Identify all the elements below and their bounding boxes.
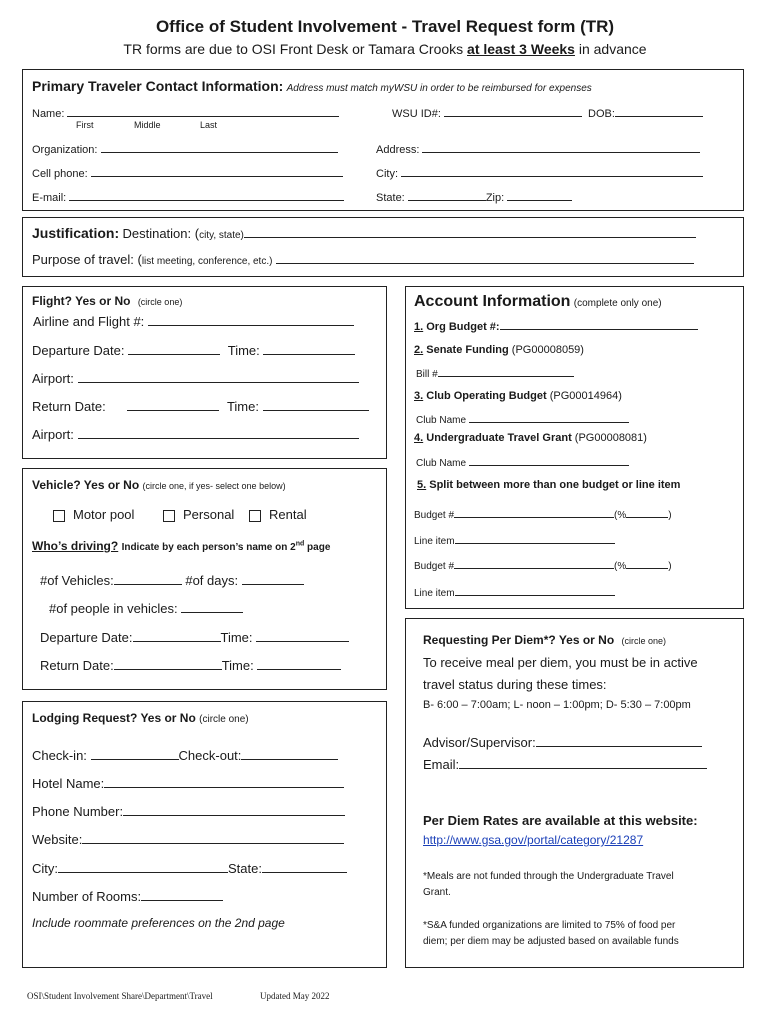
pct-open-1: (% bbox=[614, 510, 627, 521]
budget-label-2: Budget # bbox=[414, 561, 455, 572]
flight-departure-field[interactable] bbox=[128, 342, 220, 355]
contact-heading: Primary Traveler Contact Information: bbox=[32, 78, 284, 94]
flight-circle-hint: (circle one) bbox=[137, 297, 183, 307]
vehicle-departure-label: Departure Date: bbox=[40, 630, 133, 645]
driving-hint-sup: nd bbox=[295, 540, 305, 548]
purpose-field[interactable] bbox=[276, 251, 694, 264]
pct-close-2: ) bbox=[668, 561, 672, 572]
page-subtitle bbox=[0, 41, 770, 57]
people-field[interactable] bbox=[181, 600, 243, 613]
page-title: Office of Student Involvement - Travel Request form (TR) bbox=[155, 17, 615, 36]
days-field[interactable] bbox=[242, 572, 304, 585]
account-section bbox=[405, 286, 744, 609]
vehicle-circle-hint: (circle one, if yes- select one below) bbox=[142, 481, 286, 491]
zip-label: Zip: bbox=[485, 192, 505, 204]
personal-checkbox[interactable] bbox=[163, 510, 175, 522]
per-diem-desc-line1: To receive meal per diem, you must be in active bbox=[423, 655, 698, 670]
flight-departure-label: Departure Date: bbox=[32, 343, 125, 358]
club-name-label-2: Club Name bbox=[416, 458, 467, 469]
lodging-state-label: State: bbox=[228, 861, 262, 876]
destination-hint: city, state) bbox=[199, 230, 244, 241]
senate-funding-code: (PG00008059) bbox=[508, 344, 584, 356]
destination-label: Destination: ( bbox=[122, 226, 200, 241]
line-item-field-1[interactable] bbox=[455, 531, 615, 544]
line-item-label-2: Line item bbox=[414, 588, 455, 599]
departure-airport-field[interactable] bbox=[78, 370, 359, 383]
pct-close-1: ) bbox=[668, 510, 672, 521]
vehicles-count-field[interactable] bbox=[114, 572, 182, 585]
per-diem-section bbox=[405, 618, 744, 968]
item3-num: 3. bbox=[414, 390, 424, 402]
undergrad-grant-label: Undergraduate Travel Grant bbox=[423, 432, 572, 444]
cell-label: Cell phone: bbox=[32, 168, 88, 180]
days-label: #of days: bbox=[185, 573, 239, 588]
dob-label: DOB: bbox=[588, 108, 615, 120]
flight-departure-time-field[interactable] bbox=[263, 342, 355, 355]
lodging-city-field[interactable] bbox=[58, 860, 228, 873]
flight-return-label: Return Date: bbox=[32, 399, 106, 414]
state-label: State: bbox=[376, 192, 405, 204]
vehicle-heading: Vehicle? Yes or No bbox=[32, 478, 140, 492]
zip-field[interactable] bbox=[507, 188, 572, 201]
return-airport-label: Airport: bbox=[32, 427, 74, 442]
wsu-id-label: WSU ID#: bbox=[392, 108, 441, 120]
motor-pool-checkbox[interactable] bbox=[53, 510, 65, 522]
personal-label: Personal bbox=[183, 507, 235, 522]
rooms-field[interactable] bbox=[141, 888, 223, 901]
hotel-name-field[interactable] bbox=[104, 775, 344, 788]
bill-label: Bill # bbox=[416, 369, 438, 380]
budget-field-2[interactable] bbox=[454, 556, 614, 569]
departure-airport-label: Airport: bbox=[32, 371, 74, 386]
pct-field-1[interactable] bbox=[626, 505, 668, 518]
per-diem-times: B- 6:00 – 7:00am; L- noon – 1:00pm; D- 5:30 – 7:00pm bbox=[423, 699, 691, 711]
contact-note: Address must match myWSU in order to be reimbursed for expenses bbox=[286, 83, 592, 94]
footer-updated: Updated May 2022 bbox=[260, 991, 330, 1001]
vehicle-section bbox=[22, 468, 387, 690]
vehicle-departure-time-field[interactable] bbox=[256, 629, 349, 642]
pct-open-2: (% bbox=[614, 561, 627, 572]
club-name-field-2[interactable] bbox=[469, 453, 629, 466]
flight-section bbox=[22, 286, 387, 459]
vehicle-return-time-label: Time: bbox=[221, 658, 254, 673]
purpose-label: Purpose of travel: ( bbox=[32, 252, 142, 267]
city-field[interactable] bbox=[401, 164, 703, 177]
checkin-field[interactable] bbox=[91, 747, 179, 760]
rooms-label: Number of Rooms: bbox=[32, 889, 142, 904]
name-sub-last: Last bbox=[200, 120, 218, 130]
name-sub-first: First bbox=[76, 120, 94, 130]
roommate-note: Include roommate preferences on the 2nd page bbox=[32, 916, 285, 930]
lodging-section bbox=[22, 701, 387, 968]
rates-link[interactable]: http://www.gsa.gov/portal/category/21287 bbox=[423, 833, 644, 847]
wsu-id-field[interactable] bbox=[444, 104, 582, 117]
budget-field-1[interactable] bbox=[454, 505, 614, 518]
email-field[interactable] bbox=[69, 188, 344, 201]
club-name-field-1[interactable] bbox=[469, 410, 629, 423]
checkout-field[interactable] bbox=[241, 747, 338, 760]
state-field[interactable] bbox=[408, 188, 486, 201]
driving-hint-pre: Indicate by each person’s name on 2 bbox=[121, 542, 296, 553]
rental-label: Rental bbox=[269, 507, 307, 522]
return-airport-field[interactable] bbox=[78, 426, 359, 439]
sa-note-line1: *S&A funded organizations are limited to 75% of food per bbox=[423, 920, 676, 931]
vehicle-departure-field[interactable] bbox=[133, 629, 221, 642]
airline-label: Airline and Flight #: bbox=[33, 314, 145, 329]
per-diem-circle-hint: (circle one) bbox=[621, 636, 667, 646]
sa-note-line2: diem; per diem may be adjusted based on available funds bbox=[423, 936, 679, 947]
item2-num: 2. bbox=[414, 344, 424, 356]
club-operating-code: (PG00014964) bbox=[546, 390, 622, 402]
org-budget-label: Org Budget #: bbox=[423, 321, 500, 333]
org-field[interactable] bbox=[101, 140, 338, 153]
checkin-label: Check-in: bbox=[32, 748, 87, 763]
cell-field[interactable] bbox=[91, 164, 343, 177]
contact-section bbox=[22, 69, 744, 211]
pct-field-2[interactable] bbox=[626, 556, 668, 569]
name-field[interactable] bbox=[67, 104, 339, 117]
vehicle-departure-time-label: Time: bbox=[220, 630, 253, 645]
org-budget-field[interactable] bbox=[500, 317, 698, 330]
vehicle-return-time-field[interactable] bbox=[257, 657, 341, 670]
item5-num: 5. bbox=[417, 479, 427, 491]
flight-return-time-label: Time: bbox=[226, 399, 259, 414]
vehicles-count-label: #of Vehicles: bbox=[40, 573, 114, 588]
lodging-circle-hint: (circle one) bbox=[199, 714, 249, 725]
driving-hint-post: page bbox=[304, 542, 331, 553]
driving-label: Who’s driving? bbox=[32, 539, 119, 553]
address-label: Address: bbox=[376, 144, 420, 156]
per-diem-heading: Requesting Per Diem*? Yes or No bbox=[423, 633, 615, 647]
senate-funding-label: Senate Funding bbox=[423, 344, 509, 356]
budget-label-1: Budget # bbox=[414, 510, 455, 521]
advisor-field[interactable] bbox=[536, 734, 702, 747]
lodging-city-label: City: bbox=[32, 861, 58, 876]
name-sub-middle: Middle bbox=[134, 120, 161, 130]
flight-heading: Flight? Yes or No bbox=[32, 294, 131, 308]
subtitle-highlight: at least 3 Weeks bbox=[467, 41, 575, 57]
dob-field[interactable] bbox=[615, 104, 703, 117]
lodging-state-field[interactable] bbox=[262, 860, 347, 873]
justification-section bbox=[22, 217, 744, 277]
item1-num: 1. bbox=[414, 321, 424, 333]
split-budget-label: Split between more than one budget or line item bbox=[426, 479, 681, 491]
advisor-email-label: Email: bbox=[423, 757, 460, 772]
advisor-label: Advisor/Supervisor: bbox=[423, 735, 536, 750]
undergrad-grant-code: (PG00008081) bbox=[571, 432, 647, 444]
rental-checkbox[interactable] bbox=[249, 510, 261, 522]
hotel-name-label: Hotel Name: bbox=[32, 776, 105, 791]
line-item-field-2[interactable] bbox=[455, 583, 615, 596]
line-item-label-1: Line item bbox=[414, 536, 455, 547]
subtitle-post: in advance bbox=[574, 41, 647, 57]
org-label: Organization: bbox=[32, 144, 98, 156]
meals-note-line1: *Meals are not funded through the Undergraduate Travel bbox=[423, 871, 674, 882]
account-heading: Account Information bbox=[414, 293, 571, 310]
footer-path: OSI\Student Involvement Share\Department\Travel bbox=[27, 991, 213, 1001]
address-field[interactable] bbox=[422, 140, 700, 153]
rates-heading: Per Diem Rates are available at this website: bbox=[423, 813, 698, 828]
vehicle-return-label: Return Date: bbox=[40, 658, 114, 673]
bill-field[interactable] bbox=[438, 364, 574, 377]
club-operating-label: Club Operating Budget bbox=[423, 390, 547, 402]
phone-field[interactable] bbox=[123, 803, 345, 816]
motor-pool-label: Motor pool bbox=[73, 507, 135, 522]
flight-departure-time-label: Time: bbox=[227, 343, 260, 358]
club-name-label-1: Club Name bbox=[416, 415, 467, 426]
purpose-hint: list meeting, conference, etc.) bbox=[141, 256, 273, 267]
email-label: E-mail: bbox=[32, 192, 67, 204]
lodging-heading: Lodging Request? Yes or No bbox=[32, 711, 196, 725]
website-label: Website: bbox=[32, 832, 83, 847]
phone-label: Phone Number: bbox=[32, 804, 124, 819]
advisor-email-field[interactable] bbox=[459, 756, 707, 769]
vehicle-return-field[interactable] bbox=[114, 657, 222, 670]
flight-return-field[interactable] bbox=[127, 398, 219, 411]
meals-note-line2: Grant. bbox=[423, 887, 451, 898]
item4-num: 4. bbox=[414, 432, 424, 444]
people-label: #of people in vehicles: bbox=[49, 601, 178, 616]
flight-return-time-field[interactable] bbox=[263, 398, 369, 411]
name-label: Name: bbox=[32, 108, 65, 120]
checkout-label: Check-out: bbox=[178, 748, 242, 763]
airline-field[interactable] bbox=[148, 313, 354, 326]
justification-heading: Justification: bbox=[32, 225, 120, 241]
per-diem-desc-line2: travel status during these times: bbox=[423, 677, 607, 692]
destination-field[interactable] bbox=[244, 225, 696, 238]
account-heading-note: (complete only one) bbox=[573, 298, 662, 309]
subtitle-pre: TR forms are due to OSI Front Desk or Tamara Crooks bbox=[123, 41, 468, 57]
website-field[interactable] bbox=[82, 831, 344, 844]
city-label: City: bbox=[376, 168, 398, 180]
